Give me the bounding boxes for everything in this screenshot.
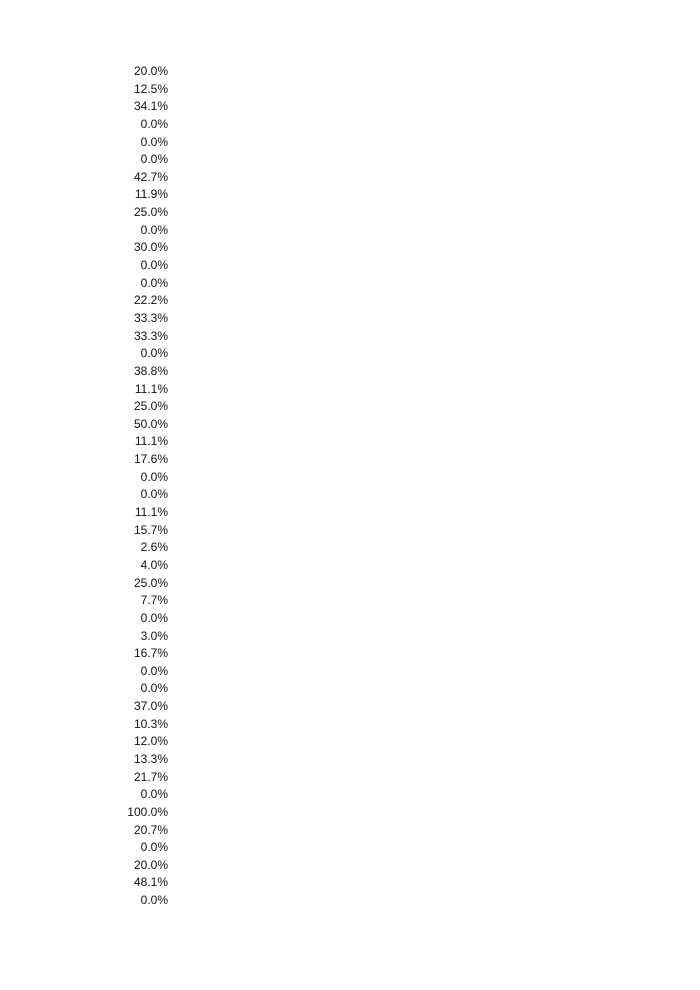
percentage-cell: 11.1%	[134, 505, 168, 520]
percentage-cell: 25.0%	[133, 399, 168, 414]
percentage-cell: 0.0%	[140, 134, 168, 149]
percentage-cell: 33.3%	[133, 310, 168, 325]
percentage-cell: 15.7%	[133, 522, 168, 537]
percentage-cell: 0.0%	[140, 787, 168, 802]
percentage-cell: 21.7%	[133, 769, 168, 784]
percentage-cell: 0.0%	[140, 469, 168, 484]
percentage-cell: 17.6%	[133, 452, 168, 467]
percentage-cell: 50.0%	[133, 416, 168, 431]
percentage-cell: 22.2%	[133, 293, 168, 308]
percentage-cell: 33.3%	[133, 328, 168, 343]
percentage-cell: 0.0%	[140, 346, 168, 361]
percentage-cell: 0.0%	[140, 487, 168, 502]
percentage-cell: 0.0%	[140, 610, 168, 625]
percentage-cell: 48.1%	[133, 875, 168, 890]
percentage-cell: 0.0%	[140, 275, 168, 290]
percentage-cell: 12.0%	[133, 734, 168, 749]
percentage-cell: 25.0%	[133, 575, 168, 590]
percentage-cell: 30.0%	[133, 240, 168, 255]
percentage-cell: 13.3%	[133, 751, 168, 766]
percentage-cell: 3.0%	[140, 628, 168, 643]
percentage-cell: 0.0%	[140, 893, 168, 908]
percentage-cell: 42.7%	[133, 169, 168, 184]
percentage-cell: 20.0%	[133, 857, 168, 872]
percentage-cell: 100.0%	[127, 804, 168, 819]
percentage-cell: 0.0%	[140, 840, 168, 855]
percentage-cell: 16.7%	[133, 646, 168, 661]
percentage-cell: 37.0%	[133, 699, 168, 714]
percentage-cell: 2.6%	[140, 540, 168, 555]
percentage-cell: 34.1%	[133, 99, 168, 114]
percentage-cell: 11.1%	[134, 381, 168, 396]
percentage-cell: 7.7%	[140, 593, 168, 608]
percentage-cell: 20.0%	[133, 64, 168, 78]
percentage-column	[100, 63, 168, 910]
percentage-cell: 0.0%	[140, 152, 168, 167]
percentage-cell: 4.0%	[140, 557, 168, 572]
percentage-cell: 38.8%	[133, 363, 168, 378]
percentage-cell: 0.0%	[140, 222, 168, 237]
percentage-cell: 25.0%	[133, 205, 168, 220]
percentage-cell: 0.0%	[140, 663, 168, 678]
percentage-cell: 0.0%	[140, 681, 168, 696]
percentage-cell: 0.0%	[140, 116, 168, 131]
percentage-cell: 20.7%	[133, 822, 168, 837]
percentage-cell: 0.0%	[140, 258, 168, 273]
percentage-cell: 11.9%	[134, 187, 168, 202]
percentage-cell: 10.3%	[133, 716, 168, 731]
percentage-cell: 12.5%	[133, 81, 168, 96]
percentage-cell: 11.1%	[134, 434, 168, 449]
